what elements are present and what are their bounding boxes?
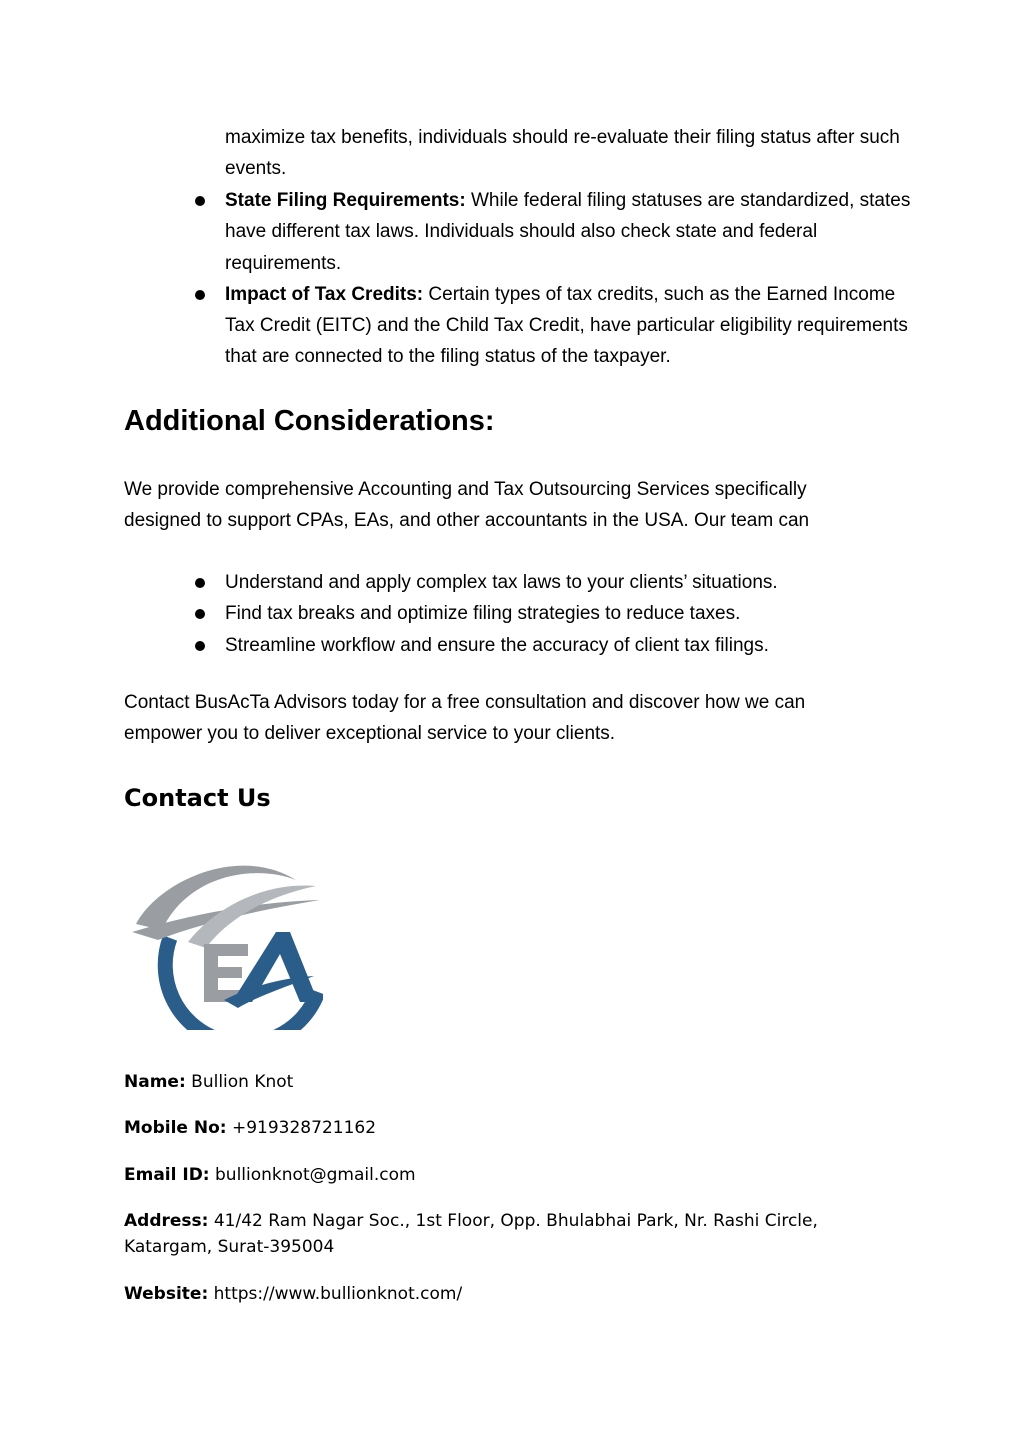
closing-paragraph: Contact BusAcTa Advisors today for a free consultation and discover how we can empower you to deliver exceptional service to your clients.	[124, 692, 806, 745]
contact-name	[124, 1069, 884, 1095]
mobile-label: Mobile No:	[124, 1118, 227, 1138]
list-item	[0, 279, 1024, 373]
bullet-text: Streamline workflow and ensure the accuracy of client tax filings.	[225, 634, 769, 656]
contact-website	[124, 1281, 884, 1307]
bullet-label: State Filing Requirements:	[225, 190, 466, 211]
bullet-icon	[195, 578, 205, 588]
email-value[interactable]: bullionknot@gmail.com	[209, 1165, 416, 1185]
list-item	[0, 567, 1024, 598]
mobile-value: +919328721162	[226, 1118, 377, 1138]
list-item	[0, 598, 1024, 629]
bullet-icon	[195, 196, 205, 206]
intro-continuation: maximize tax benefits, individuals should re-evaluate their filing status after such events.	[225, 127, 900, 180]
section-heading-contact: Contact Us	[124, 784, 271, 812]
bullet-icon	[195, 609, 205, 619]
bullet-label: Impact of Tax Credits:	[225, 283, 424, 305]
website-label: Website:	[124, 1284, 209, 1304]
contact-email	[124, 1162, 884, 1188]
list-item	[0, 185, 1024, 279]
top-bullet-list	[0, 185, 1024, 373]
address-value: 41/42 Ram Nagar Soc., 1st Floor, Opp. Bhulabhai Park, Nr. Rashi Circle, Katargam, Surat-395004	[124, 1211, 818, 1257]
address-label: Address:	[124, 1211, 209, 1231]
services-bullet-list	[0, 567, 1024, 661]
bullet-text: Find tax breaks and optimize filing strategies to reduce taxes.	[225, 603, 741, 625]
name-value: Bullion Knot	[185, 1072, 294, 1092]
contact-mobile	[124, 1115, 884, 1141]
name-label: Name:	[124, 1072, 186, 1092]
bullet-icon	[195, 290, 205, 300]
bullet-icon	[195, 641, 205, 651]
contact-address	[124, 1208, 884, 1260]
website-link[interactable]: https://www.bullionknot.com/	[208, 1284, 463, 1304]
email-label: Email ID:	[124, 1165, 210, 1185]
section-heading-additional: Additional Considerations:	[124, 405, 495, 437]
additional-paragraph: We provide comprehensive Accounting and Tax Outsourcing Services specifically designed to support CPAs, EAs, and other accountants in the USA. Our team can	[124, 479, 810, 532]
bullet-text: Certain types of tax credits, such as the Earned Income Tax Credit (EITC) and the Child Tax Credit, have particular eligibility requirements that are connected to the filing status of the taxpayer.	[225, 283, 908, 368]
bullet-text: Understand and apply complex tax laws to your clients’ situations.	[225, 572, 778, 593]
bullet-text: While federal filing statuses are standardized, states have different tax laws. Individuals should also check state and federal requirements.	[225, 190, 911, 274]
list-item	[0, 630, 1024, 661]
company-logo	[128, 852, 323, 1030]
